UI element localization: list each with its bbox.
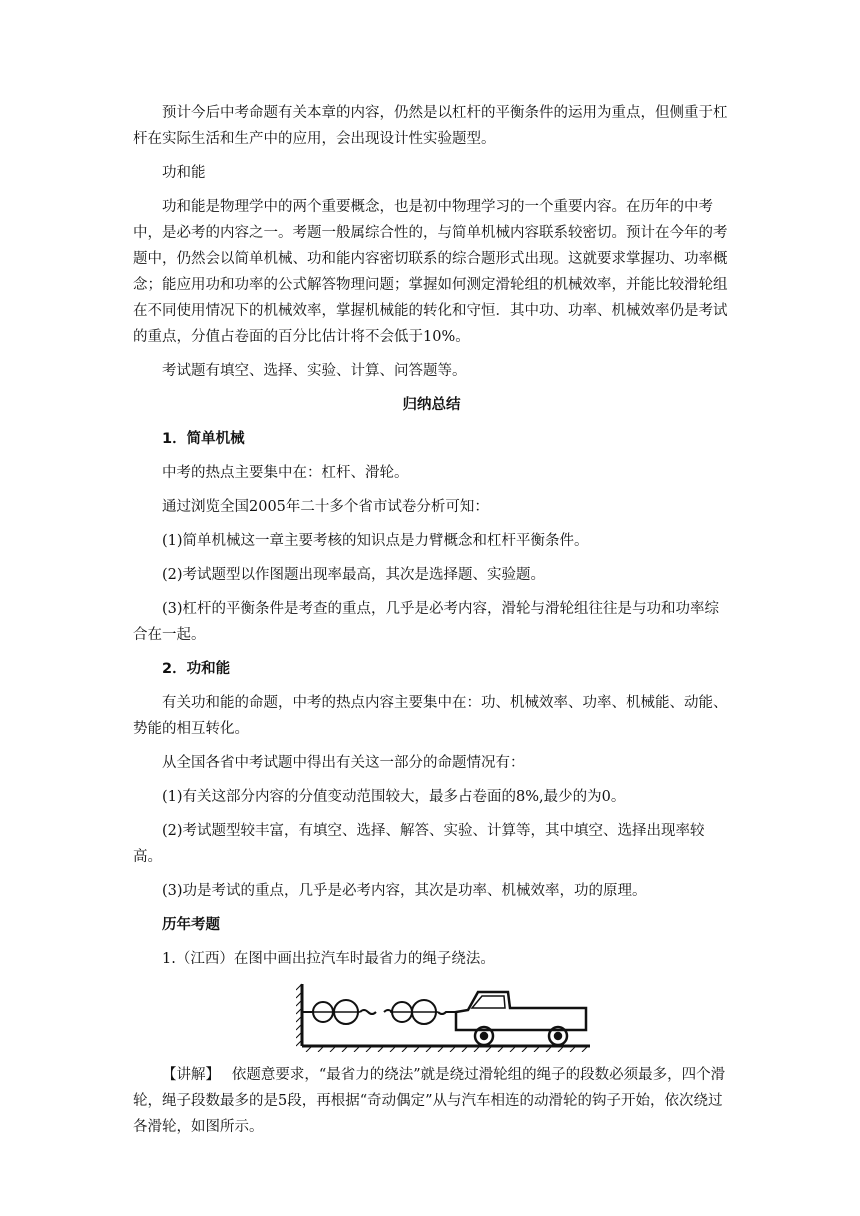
fixed-pulley-block xyxy=(302,1000,376,1024)
movable-pulley-block xyxy=(384,1000,456,1024)
section1-line: (2)考试题型以作图题出现率最高，其次是选择题、实验题。 xyxy=(162,567,546,583)
paragraph-work-energy-label: 功和能 xyxy=(162,165,206,181)
section-work-energy-heading: 2．功和能 xyxy=(162,661,231,677)
section2-line: (3)功是考试的重点，几乎是必考内容，其次是功率、机械效率，功的原理。 xyxy=(162,883,647,899)
section2-line: (2)考试题型较丰富，有填空、选择、解答、实验、计算等，其中填空、选择出现率较高。 xyxy=(133,823,705,865)
past-exams-title: 历年考题 xyxy=(162,917,220,933)
section2-line: (1)有关这部分内容的分值变动范围较大，最多占卷面的8%,最少的为0。 xyxy=(162,789,626,805)
section-simple-machines-heading: 1．简单机械 xyxy=(162,431,245,447)
section1-line: 中考的热点主要集中在：杠杆、滑轮。 xyxy=(162,465,409,481)
section1-line: (3)杠杆的平衡条件是考查的重点，几乎是必考内容，滑轮与滑轮组往往是与功和功率综合在一起。 xyxy=(133,601,720,643)
paragraph-question-types: 考试题有填空、选择、实验、计算、问答题等。 xyxy=(162,363,467,379)
section2-line: 从全国各省中考试题中得出有关这一部分的命题情况有： xyxy=(162,755,525,771)
section1-line: 通过浏览全国2005年二十多个省市试卷分析可知： xyxy=(162,499,489,515)
section1-line: (1)简单机械这一章主要考核的知识点是力臂概念和杠杆平衡条件。 xyxy=(162,533,589,549)
paragraph-work-energy: 功和能是物理学中的两个重要概念，也是初中物理学习的一个重要内容。在历年的中考中，是必考的内容之一。考题一般属综合性的，与简单机械内容联系较密切。预计在今年的考题中，仍然会以简单机械、功和能内容密切联系的综合题形式出现。这就要求掌握功、功率概念；能应用功和功率的公式解答物理问题；掌握如何测定滑轮组的机械效率，并能比较滑轮组在不同使用情况下的机械效率，掌握机械能的转化和守恒．其中功、功率、机械效率仍是考试的重点，分值占卷面的百分比估计将不会低于10%。 xyxy=(133,199,728,345)
paragraph-forecast: 预计今后中考命题有关本章的内容，仍然是以杠杆的平衡条件的运用为重点，但侧重于杠杆在实际生活和生产中的应用，会出现设计性实验题型。 xyxy=(133,105,728,147)
pulley-car-figure xyxy=(296,980,592,1052)
pulley-car-diagram xyxy=(296,980,592,1052)
section2-line: 有关功和能的命题，中考的热点内容主要集中在：功、机械效率、功率、机械能、动能、势能的相互转化。 xyxy=(133,695,728,737)
question-1: 1.（江西）在图中画出拉汽车时最省力的绳子绕法。 xyxy=(162,951,495,967)
truck xyxy=(456,992,586,1045)
explanation-1: 【讲解】 依题意要求，“最省力的绕法”就是绕过滑轮组的绳子的段数必须最多，四个滑轮，绳子段数最多的是5段，再根据“奇动偶定”从与汽车相连的动滑轮的钩子开始，依次绕过各滑轮，如图所示。 xyxy=(133,1067,726,1135)
summary-title: 归纳总结 xyxy=(402,397,461,413)
document-body xyxy=(133,100,730,1148)
